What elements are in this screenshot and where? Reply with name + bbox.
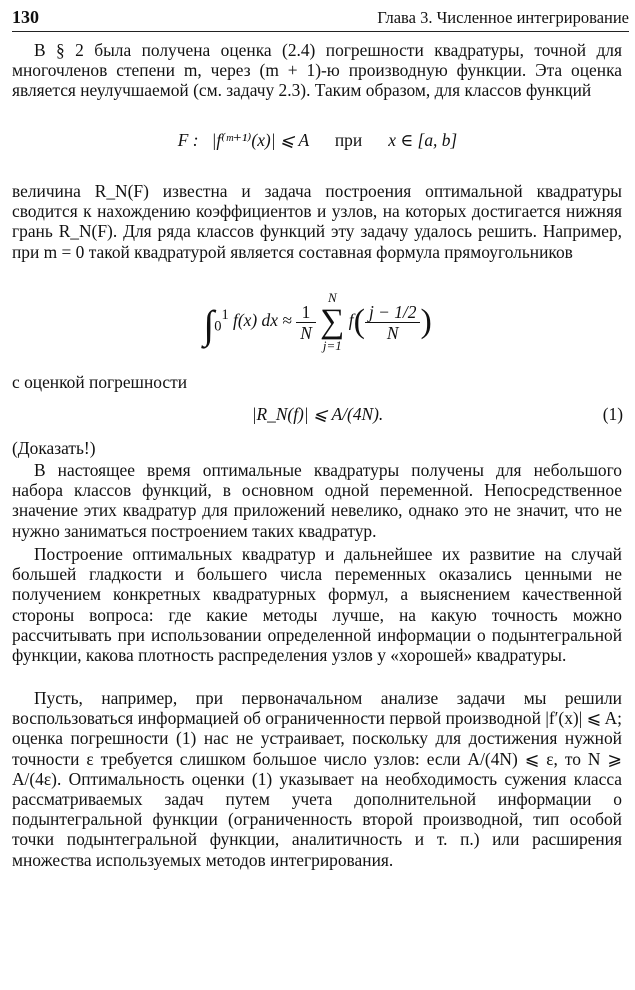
formula-error-bound [0, 404, 635, 425]
coefficient-fraction [296, 302, 316, 343]
right-paren: ) [420, 303, 432, 340]
integral-upper-limit: 1 [221, 307, 229, 324]
integral-lower-limit: 0 [214, 318, 222, 335]
left-paren: ( [353, 303, 365, 340]
paragraph-example: Пусть, например, при первоначальном анализе задачи мы решили воспользоваться информацией об ограниченности первой производной |f′(x)| ⩽ A; оценка погрешности (1) нас не устраивает, поскольку для достижения нужной точности ε требуется слишком большое число узлов: если A/(4N) ⩽ ε, то N ⩾ A/(4ε). Оптимальность оценки (1) указывает на необходимость сужения класса рассматриваемых задач путем учета дополнительной информации о подынтегральной функции (ограниченность второй производной, тип особой точки подынтегральной функции, аналитичность и т. п.) или расширения множества используемых методов интегрирования. [12, 688, 622, 870]
paragraph-error-estimate: с оценкой погрешности [12, 372, 188, 392]
coefficient-denominator: N [300, 322, 312, 343]
argument-denominator: N [386, 322, 399, 343]
page-header [12, 5, 629, 32]
paragraph-intro: В § 2 была получена оценка (2.4) погрешности квадратуры, точной для многочленов степени m, через (m + 1)-ю производную функции. Эта оценка является неулучшаемой (см. задачу 2.3). Таким образом, для классов функций [12, 40, 622, 101]
paragraph-present-time: В настоящее время оптимальные квадратуры получены для небольшого набора классов функций, в основном одной переменной. Непосредственное значение этих квадратур для приложений невелико, однако это не значит, что не нужно заниматься построением таких квадратур. [12, 460, 622, 541]
integral-sign: ∫ [203, 302, 215, 347]
summation [320, 288, 344, 356]
sum-sign: ∑ [320, 303, 345, 340]
function-symbol: f [348, 310, 354, 330]
sum-lower-limit: j=1 [322, 338, 342, 353]
page-number: 130 [12, 7, 39, 27]
formula-class-left: F : [177, 130, 199, 150]
paragraph-construction: Построение оптимальных квадратур и дальнейшее их развитие на случай большей гладкости и большего числа переменных оказались ценными не получением конкретных квадратурных формул, а выяснением качественной стороны вопроса: где какие методы лучше, на какую точность можно рассчитывать при использовании определенной информации о подынтегральной функции, какова плотность распределения узлов у «хорошей» квадратуры. [12, 544, 622, 666]
error-bound-expr: |R_N(f)| ⩽ A/(4N). [251, 404, 384, 424]
paragraph-optimal-quadrature: величина R_N(F) известна и задача построения оптимальной квадратуры сводится к нахождению коэффициентов и узлов, на которых достигается нижняя грань R_N(F). Для ряда классов функций эту задачу удалось решить. Например, при m = 0 такой квадратурой является составная формула прямоугольников [12, 181, 622, 262]
formula-class-word: при [334, 130, 363, 150]
formula-function-class [0, 130, 635, 151]
running-head: Глава 3. Численное интегрирование [377, 8, 629, 27]
formula-class-condition: x ∈ [a, b] [388, 130, 458, 150]
equation-number: (1) [602, 404, 623, 424]
formula-rectangle-rule [0, 288, 635, 352]
sum-upper-limit: N [327, 290, 337, 305]
paragraph-prove: (Доказать!) [12, 438, 96, 458]
argument-numerator: j − 1/2 [365, 302, 421, 323]
coefficient-numerator: 1 [296, 302, 316, 323]
integrand: f(x) dx ≈ [233, 310, 292, 330]
argument-fraction [365, 302, 421, 343]
formula-class-expr: |f⁽ᵐ⁺¹⁾(x)| ⩽ A [211, 130, 309, 150]
